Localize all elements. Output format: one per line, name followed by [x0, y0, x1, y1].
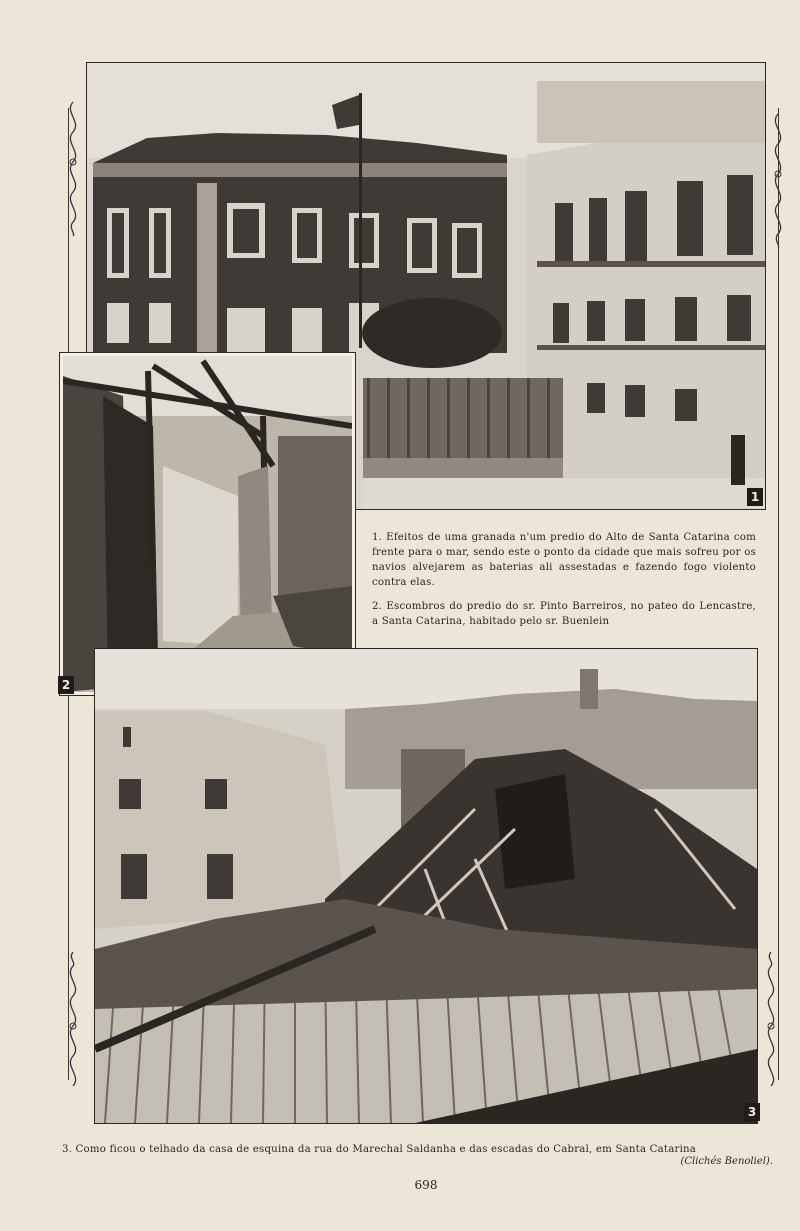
ornament-scroll-top-right	[767, 110, 789, 250]
frame-right	[778, 108, 779, 1080]
photo-3-roof	[94, 648, 758, 1124]
photo-1-number: 1	[747, 488, 763, 506]
caption-3: 3. Como ficou o telhado da casa de esquina da rua do Marechal Saldanha e das escadas do Cabral, em Santa Catarina	[62, 1144, 697, 1155]
photo-credit: (Clichés Benoliel).	[680, 1156, 773, 1167]
caption-block-1-2	[372, 530, 756, 638]
caption-1: 1. Efeitos de uma granada n'um predio do Alto de Santa Catarina com frente para o mar, sendo este o ponto da cidade que mais sofreu por os navios alvejarem as baterias ali assestadas e fazendo fogo violento contra elas.	[372, 532, 756, 588]
ornament-scroll-bottom-right	[760, 950, 782, 1090]
photo-3-number: 3	[744, 1103, 760, 1121]
photo-2-number: 2	[58, 676, 74, 694]
page-number: 698	[414, 1178, 438, 1192]
ornament-scroll-top-left	[62, 98, 84, 238]
photo-2-ruins	[60, 353, 355, 695]
caption-2: 2. Escombros do predio do sr. Pinto Barreiros, no pateo do Lencastre, a Santa Catarina, habitado pelo sr. Buenlein	[372, 601, 756, 627]
ornament-scroll-bottom-left	[62, 950, 84, 1090]
